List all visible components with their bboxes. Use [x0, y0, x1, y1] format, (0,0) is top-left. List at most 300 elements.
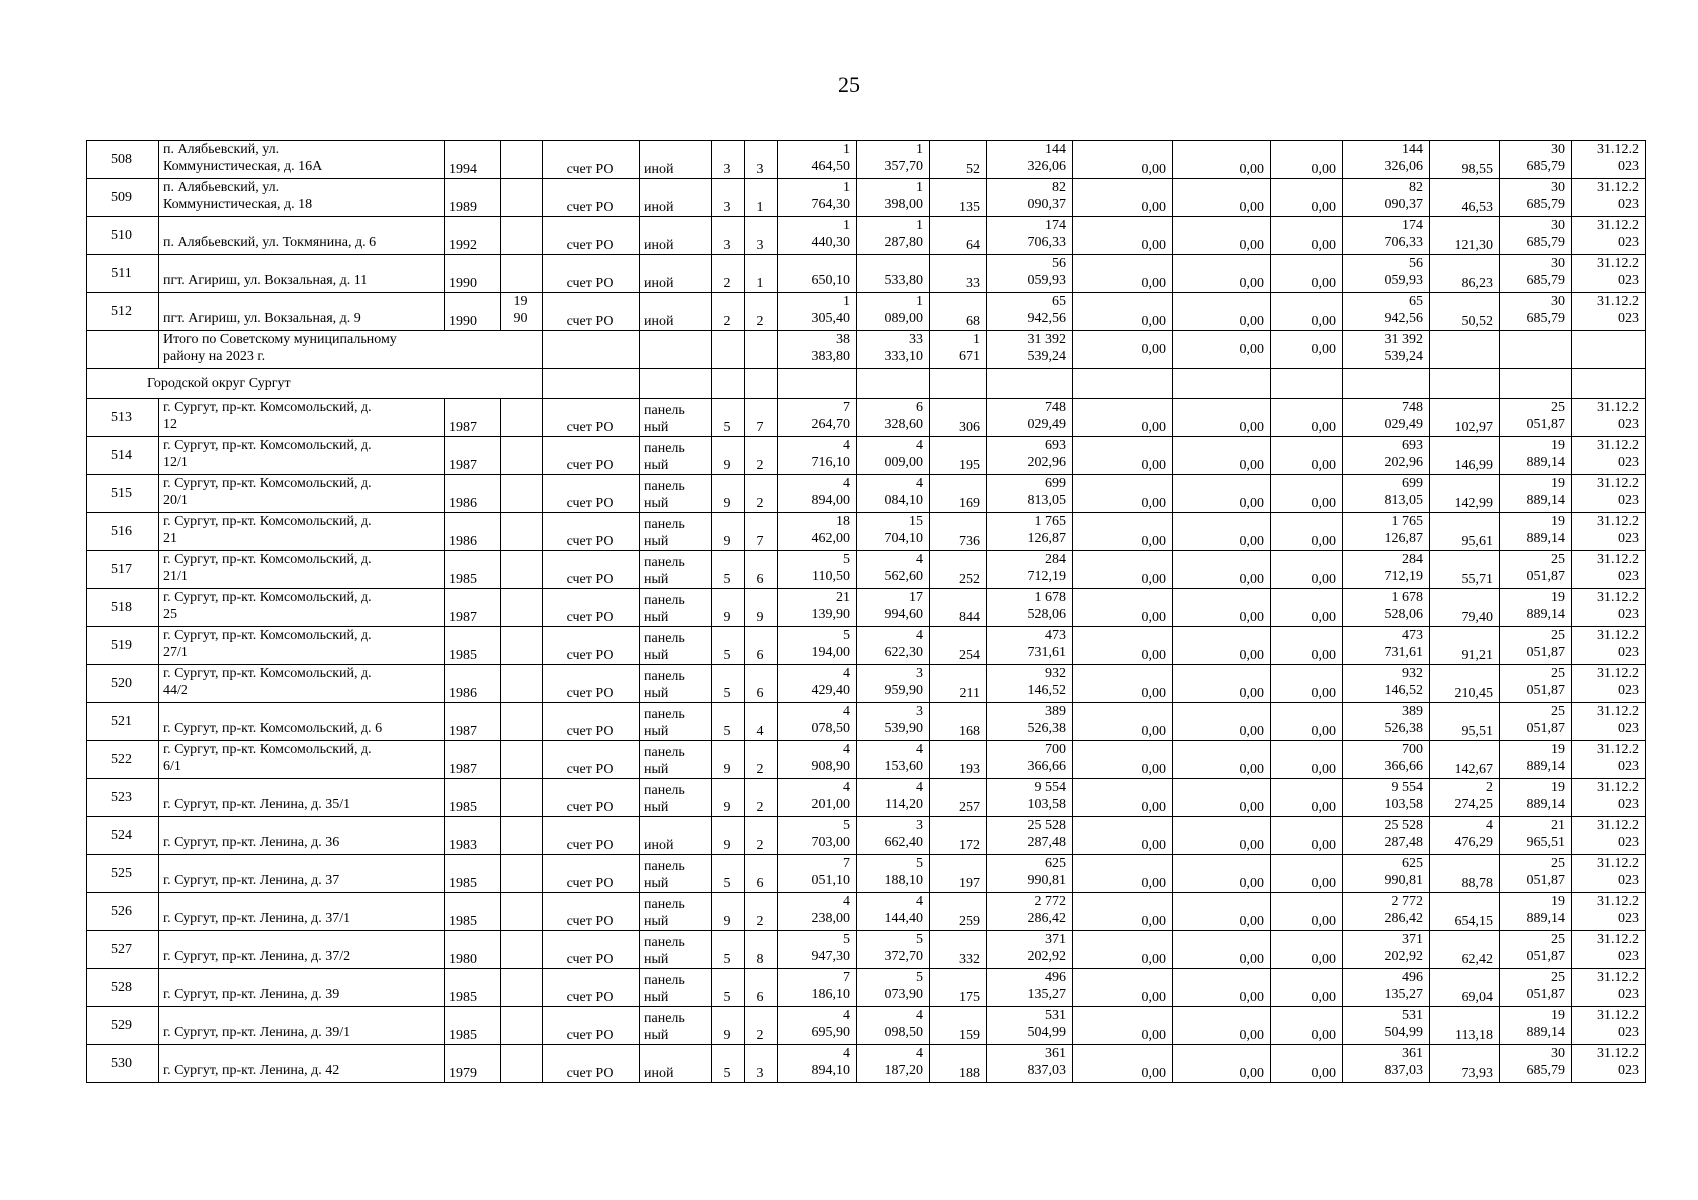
entrances-cell: 6: [745, 969, 778, 1007]
living-area-cell: 4 153,60: [857, 741, 930, 779]
total-area-cell: 4 716,10: [778, 437, 857, 475]
year-extra-cell: [501, 217, 543, 255]
year-extra-cell: [501, 141, 543, 179]
completion-date-cell: 31.12.2 023: [1572, 703, 1646, 741]
fund-cost-cell: 284 712,19: [1343, 551, 1430, 589]
total-area-cell: 5 194,00: [778, 627, 857, 665]
table-row: [87, 893, 1646, 931]
address-cell: г. Сургут, пр-кт. Ленина, д. 36: [159, 817, 445, 855]
year-cell: 1985: [445, 969, 501, 1007]
address-cell: г. Сургут, пр-кт. Ленина, д. 37/1: [159, 893, 445, 931]
empty-cell: [1572, 331, 1646, 369]
completion-date-cell: 31.12.2 023: [1572, 217, 1646, 255]
total-cost-cell: 9 554 103,58: [987, 779, 1073, 817]
funding-2-cell: 0,00: [1173, 703, 1271, 741]
total-area-cell: 7 051,10: [778, 855, 857, 893]
funding-3-cell: 0,00: [1271, 475, 1343, 513]
funding-source-cell: счет РО: [543, 179, 640, 217]
entrances-cell: 2: [745, 817, 778, 855]
empty-cell: [712, 331, 745, 369]
row-number-cell: 512: [87, 293, 159, 331]
fund-cost-cell: 389 526,38: [1343, 703, 1430, 741]
funding-source-cell: счет РО: [543, 931, 640, 969]
total-area-cell: 4 894,00: [778, 475, 857, 513]
cost-limit-cell: 19 889,14: [1500, 893, 1572, 931]
funding-1-cell: 0,00: [1073, 969, 1173, 1007]
empty-cell: [87, 331, 159, 369]
floors-cell: 5: [712, 1045, 745, 1083]
address-cell: г. Сургут, пр-кт. Ленина, д. 37: [159, 855, 445, 893]
living-area-cell: 533,80: [857, 255, 930, 293]
residents-cell: 844: [930, 589, 987, 627]
residents-cell: 64: [930, 217, 987, 255]
entrances-cell: 7: [745, 513, 778, 551]
cost-limit-cell: 25 051,87: [1500, 969, 1572, 1007]
floors-cell: 5: [712, 399, 745, 437]
district-name: Городской округ Сургут: [87, 369, 543, 399]
fund-cost-cell: 531 504,99: [1343, 1007, 1430, 1045]
cost-per-m2-cell: 113,18: [1430, 1007, 1500, 1045]
funding-1-cell: 0,00: [1073, 141, 1173, 179]
residents-cell: 172: [930, 817, 987, 855]
floors-cell: 5: [712, 665, 745, 703]
total-cost-cell: 65 942,56: [987, 293, 1073, 331]
residents-cell: 257: [930, 779, 987, 817]
cost-limit-cell: 25 051,87: [1500, 399, 1572, 437]
cost-per-m2-cell: 102,97: [1430, 399, 1500, 437]
cost-per-m2-cell: 146,99: [1430, 437, 1500, 475]
funding-2-cell: 0,00: [1173, 931, 1271, 969]
funding-2-cell: 0,00: [1173, 255, 1271, 293]
residents-cell: 188: [930, 1045, 987, 1083]
funding-1-cell: 0,00: [1073, 255, 1173, 293]
total-cost-cell: 473 731,61: [987, 627, 1073, 665]
total-area-cell: 5 110,50: [778, 551, 857, 589]
table-row: [87, 399, 1646, 437]
cost-limit-cell: 25 051,87: [1500, 931, 1572, 969]
entrances-cell: 2: [745, 437, 778, 475]
empty-cell: [1572, 369, 1646, 399]
wall-material-cell: панель ный: [640, 893, 712, 931]
floors-cell: 5: [712, 703, 745, 741]
funding-1-cell: 0,00: [1073, 817, 1173, 855]
year-cell: 1983: [445, 817, 501, 855]
address-cell: г. Сургут, пр-кт. Комсомольский, д. 20/1: [159, 475, 445, 513]
row-number-cell: 514: [87, 437, 159, 475]
wall-material-cell: иной: [640, 817, 712, 855]
funding-3-cell: 0,00: [1271, 141, 1343, 179]
row-number-cell: 521: [87, 703, 159, 741]
residents-cell: 193: [930, 741, 987, 779]
table-row: [87, 293, 1646, 331]
cost-limit-cell: 19 889,14: [1500, 437, 1572, 475]
funding-2-cell: 0,00: [1173, 855, 1271, 893]
total-area-cell: 18 462,00: [778, 513, 857, 551]
empty-cell: [1343, 369, 1430, 399]
subtotal-funding-1: 0,00: [1073, 331, 1173, 369]
funding-source-cell: счет РО: [543, 1045, 640, 1083]
funding-3-cell: 0,00: [1271, 589, 1343, 627]
year-extra-cell: [501, 741, 543, 779]
year-extra-cell: [501, 931, 543, 969]
funding-2-cell: 0,00: [1173, 399, 1271, 437]
fund-cost-cell: 496 135,27: [1343, 969, 1430, 1007]
subtotal-total-area: 38 383,80: [778, 331, 857, 369]
cost-limit-cell: 30 685,79: [1500, 179, 1572, 217]
total-cost-cell: 1 678 528,06: [987, 589, 1073, 627]
wall-material-cell: панель ный: [640, 437, 712, 475]
year-extra-cell: [501, 665, 543, 703]
empty-cell: [1430, 331, 1500, 369]
funding-1-cell: 0,00: [1073, 513, 1173, 551]
row-number-cell: 526: [87, 893, 159, 931]
funding-1-cell: 0,00: [1073, 589, 1173, 627]
row-number-cell: 528: [87, 969, 159, 1007]
cost-per-m2-cell: 69,04: [1430, 969, 1500, 1007]
row-number-cell: 510: [87, 217, 159, 255]
fund-cost-cell: 700 366,66: [1343, 741, 1430, 779]
living-area-cell: 3 662,40: [857, 817, 930, 855]
cost-per-m2-cell: 91,21: [1430, 627, 1500, 665]
residents-cell: 332: [930, 931, 987, 969]
year-extra-cell: 19 90: [501, 293, 543, 331]
address-cell: г. Сургут, пр-кт. Ленина, д. 39/1: [159, 1007, 445, 1045]
total-cost-cell: 284 712,19: [987, 551, 1073, 589]
year-extra-cell: [501, 399, 543, 437]
entrances-cell: 2: [745, 293, 778, 331]
living-area-cell: 15 704,10: [857, 513, 930, 551]
wall-material-cell: панель ный: [640, 779, 712, 817]
address-cell: пгт. Агириш, ул. Вокзальная, д. 9: [159, 293, 445, 331]
table-row: [87, 665, 1646, 703]
table-row: [87, 217, 1646, 255]
funding-3-cell: 0,00: [1271, 665, 1343, 703]
table-row: [87, 551, 1646, 589]
cost-per-m2-cell: 88,78: [1430, 855, 1500, 893]
row-number-cell: 513: [87, 399, 159, 437]
cost-per-m2-cell: 46,53: [1430, 179, 1500, 217]
entrances-cell: 2: [745, 893, 778, 931]
funding-2-cell: 0,00: [1173, 589, 1271, 627]
year-extra-cell: [501, 627, 543, 665]
floors-cell: 9: [712, 893, 745, 931]
funding-3-cell: 0,00: [1271, 179, 1343, 217]
completion-date-cell: 31.12.2 023: [1572, 779, 1646, 817]
funding-1-cell: 0,00: [1073, 931, 1173, 969]
funding-2-cell: 0,00: [1173, 627, 1271, 665]
total-area-cell: 4 695,90: [778, 1007, 857, 1045]
total-cost-cell: 2 772 286,42: [987, 893, 1073, 931]
funding-3-cell: 0,00: [1271, 437, 1343, 475]
funding-2-cell: 0,00: [1173, 1045, 1271, 1083]
completion-date-cell: 31.12.2 023: [1572, 855, 1646, 893]
total-cost-cell: 371 202,92: [987, 931, 1073, 969]
address-cell: г. Сургут, пр-кт. Комсомольский, д. 12/1: [159, 437, 445, 475]
funding-source-cell: счет РО: [543, 475, 640, 513]
table-row: [87, 969, 1646, 1007]
row-number-cell: 530: [87, 1045, 159, 1083]
funding-3-cell: 0,00: [1271, 817, 1343, 855]
total-area-cell: 4 429,40: [778, 665, 857, 703]
row-number-cell: 511: [87, 255, 159, 293]
empty-cell: [1073, 369, 1173, 399]
fund-cost-cell: 2 772 286,42: [1343, 893, 1430, 931]
funding-source-cell: счет РО: [543, 969, 640, 1007]
registry-table: [86, 140, 1646, 1083]
completion-date-cell: 31.12.2 023: [1572, 931, 1646, 969]
funding-2-cell: 0,00: [1173, 475, 1271, 513]
funding-source-cell: счет РО: [543, 855, 640, 893]
entrances-cell: 4: [745, 703, 778, 741]
floors-cell: 3: [712, 217, 745, 255]
funding-2-cell: 0,00: [1173, 817, 1271, 855]
empty-cell: [640, 331, 712, 369]
fund-cost-cell: 56 059,93: [1343, 255, 1430, 293]
funding-3-cell: 0,00: [1271, 855, 1343, 893]
floors-cell: 2: [712, 255, 745, 293]
address-cell: г. Сургут, пр-кт. Ленина, д. 35/1: [159, 779, 445, 817]
address-cell: г. Сургут, пр-кт. Комсомольский, д. 25: [159, 589, 445, 627]
cost-per-m2-cell: 98,55: [1430, 141, 1500, 179]
total-cost-cell: 174 706,33: [987, 217, 1073, 255]
cost-limit-cell: 19 889,14: [1500, 1007, 1572, 1045]
living-area-cell: 1 287,80: [857, 217, 930, 255]
floors-cell: 3: [712, 179, 745, 217]
total-area-cell: 4 201,00: [778, 779, 857, 817]
cost-per-m2-cell: 210,45: [1430, 665, 1500, 703]
fund-cost-cell: 1 765 126,87: [1343, 513, 1430, 551]
funding-source-cell: счет РО: [543, 665, 640, 703]
funding-3-cell: 0,00: [1271, 779, 1343, 817]
funding-2-cell: 0,00: [1173, 779, 1271, 817]
fund-cost-cell: 625 990,81: [1343, 855, 1430, 893]
fund-cost-cell: 1 678 528,06: [1343, 589, 1430, 627]
total-cost-cell: 932 146,52: [987, 665, 1073, 703]
entrances-cell: 6: [745, 627, 778, 665]
funding-source-cell: счет РО: [543, 817, 640, 855]
wall-material-cell: панель ный: [640, 741, 712, 779]
funding-1-cell: 0,00: [1073, 703, 1173, 741]
completion-date-cell: 31.12.2 023: [1572, 475, 1646, 513]
wall-material-cell: иной: [640, 179, 712, 217]
cost-limit-cell: 19 889,14: [1500, 475, 1572, 513]
entrances-cell: 2: [745, 779, 778, 817]
year-cell: 1985: [445, 855, 501, 893]
funding-2-cell: 0,00: [1173, 741, 1271, 779]
year-extra-cell: [501, 475, 543, 513]
living-area-cell: 1 357,70: [857, 141, 930, 179]
address-cell: п. Алябьевский, ул. Коммунистическая, д. 16А: [159, 141, 445, 179]
address-cell: г. Сургут, пр-кт. Комсомольский, д. 44/2: [159, 665, 445, 703]
fund-cost-cell: 25 528 287,48: [1343, 817, 1430, 855]
total-area-cell: 5 947,30: [778, 931, 857, 969]
floors-cell: 5: [712, 627, 745, 665]
cost-per-m2-cell: 86,23: [1430, 255, 1500, 293]
completion-date-cell: 31.12.2 023: [1572, 589, 1646, 627]
fund-cost-cell: 361 837,03: [1343, 1045, 1430, 1083]
floors-cell: 9: [712, 817, 745, 855]
empty-cell: [857, 369, 930, 399]
wall-material-cell: панель ный: [640, 475, 712, 513]
funding-source-cell: счет РО: [543, 741, 640, 779]
table-row: [87, 817, 1646, 855]
table-row: [87, 179, 1646, 217]
fund-cost-cell: 748 029,49: [1343, 399, 1430, 437]
residents-cell: 168: [930, 703, 987, 741]
fund-cost-cell: 82 090,37: [1343, 179, 1430, 217]
cost-per-m2-cell: 654,15: [1430, 893, 1500, 931]
row-number-cell: 516: [87, 513, 159, 551]
address-cell: г. Сургут, пр-кт. Комсомольский, д. 27/1: [159, 627, 445, 665]
funding-2-cell: 0,00: [1173, 179, 1271, 217]
table-row: [87, 703, 1646, 741]
year-cell: 1987: [445, 741, 501, 779]
funding-source-cell: счет РО: [543, 703, 640, 741]
funding-3-cell: 0,00: [1271, 627, 1343, 665]
funding-2-cell: 0,00: [1173, 893, 1271, 931]
funding-1-cell: 0,00: [1073, 475, 1173, 513]
fund-cost-cell: 9 554 103,58: [1343, 779, 1430, 817]
fund-cost-cell: 144 326,06: [1343, 141, 1430, 179]
cost-per-m2-cell: 142,67: [1430, 741, 1500, 779]
entrances-cell: 2: [745, 741, 778, 779]
subtotal-total-cost: 31 392 539,24: [987, 331, 1073, 369]
total-cost-cell: 56 059,93: [987, 255, 1073, 293]
funding-1-cell: 0,00: [1073, 437, 1173, 475]
table-row: [87, 513, 1646, 551]
table-row: [87, 589, 1646, 627]
total-area-cell: 650,10: [778, 255, 857, 293]
floors-cell: 3: [712, 141, 745, 179]
wall-material-cell: панель ный: [640, 551, 712, 589]
entrances-cell: 2: [745, 475, 778, 513]
fund-cost-cell: 65 942,56: [1343, 293, 1430, 331]
wall-material-cell: иной: [640, 141, 712, 179]
empty-cell: [745, 331, 778, 369]
year-extra-cell: [501, 437, 543, 475]
row-number-cell: 520: [87, 665, 159, 703]
funding-2-cell: 0,00: [1173, 293, 1271, 331]
wall-material-cell: иной: [640, 293, 712, 331]
living-area-cell: 5 372,70: [857, 931, 930, 969]
empty-cell: [745, 369, 778, 399]
completion-date-cell: 31.12.2 023: [1572, 627, 1646, 665]
living-area-cell: 3 959,90: [857, 665, 930, 703]
living-area-cell: 4 144,40: [857, 893, 930, 931]
total-cost-cell: 699 813,05: [987, 475, 1073, 513]
fund-cost-cell: 699 813,05: [1343, 475, 1430, 513]
table-row: [87, 437, 1646, 475]
entrances-cell: 3: [745, 1045, 778, 1083]
living-area-cell: 4 009,00: [857, 437, 930, 475]
total-area-cell: 1 764,30: [778, 179, 857, 217]
registry-table-body: [87, 141, 1646, 1083]
funding-2-cell: 0,00: [1173, 665, 1271, 703]
funding-source-cell: счет РО: [543, 779, 640, 817]
address-cell: г. Сургут, пр-кт. Ленина, д. 37/2: [159, 931, 445, 969]
row-number-cell: 518: [87, 589, 159, 627]
cost-limit-cell: 21 965,51: [1500, 817, 1572, 855]
total-cost-cell: 700 366,66: [987, 741, 1073, 779]
total-cost-cell: 361 837,03: [987, 1045, 1073, 1083]
address-cell: г. Сургут, пр-кт. Комсомольский, д. 21/1: [159, 551, 445, 589]
completion-date-cell: 31.12.2 023: [1572, 437, 1646, 475]
living-area-cell: 6 328,60: [857, 399, 930, 437]
residents-cell: 197: [930, 855, 987, 893]
cost-limit-cell: 19 889,14: [1500, 589, 1572, 627]
wall-material-cell: панель ный: [640, 665, 712, 703]
floors-cell: 5: [712, 969, 745, 1007]
cost-per-m2-cell: 73,93: [1430, 1045, 1500, 1083]
cost-limit-cell: 30 685,79: [1500, 255, 1572, 293]
cost-per-m2-cell: 55,71: [1430, 551, 1500, 589]
completion-date-cell: 31.12.2 023: [1572, 513, 1646, 551]
address-cell: г. Сургут, пр-кт. Комсомольский, д. 21: [159, 513, 445, 551]
entrances-cell: 6: [745, 551, 778, 589]
total-cost-cell: 25 528 287,48: [987, 817, 1073, 855]
cost-per-m2-cell: 95,51: [1430, 703, 1500, 741]
funding-1-cell: 0,00: [1073, 855, 1173, 893]
entrances-cell: 6: [745, 665, 778, 703]
wall-material-cell: панель ный: [640, 931, 712, 969]
funding-1-cell: 0,00: [1073, 1045, 1173, 1083]
funding-3-cell: 0,00: [1271, 399, 1343, 437]
cost-limit-cell: 25 051,87: [1500, 665, 1572, 703]
cost-per-m2-cell: 95,61: [1430, 513, 1500, 551]
floors-cell: 5: [712, 551, 745, 589]
cost-limit-cell: 30 685,79: [1500, 1045, 1572, 1083]
funding-3-cell: 0,00: [1271, 217, 1343, 255]
fund-cost-cell: 473 731,61: [1343, 627, 1430, 665]
funding-source-cell: счет РО: [543, 627, 640, 665]
empty-cell: [987, 369, 1073, 399]
total-cost-cell: 144 326,06: [987, 141, 1073, 179]
subtotal-row: [87, 331, 1646, 369]
cost-per-m2-cell: 142,99: [1430, 475, 1500, 513]
funding-1-cell: 0,00: [1073, 217, 1173, 255]
cost-limit-cell: 25 051,87: [1500, 551, 1572, 589]
cost-limit-cell: 30 685,79: [1500, 293, 1572, 331]
total-area-cell: 7 264,70: [778, 399, 857, 437]
total-area-cell: 4 238,00: [778, 893, 857, 931]
entrances-cell: 3: [745, 141, 778, 179]
funding-1-cell: 0,00: [1073, 741, 1173, 779]
funding-source-cell: счет РО: [543, 255, 640, 293]
entrances-cell: 7: [745, 399, 778, 437]
address-cell: г. Сургут, пр-кт. Комсомольский, д. 6: [159, 703, 445, 741]
completion-date-cell: 31.12.2 023: [1572, 893, 1646, 931]
funding-1-cell: 0,00: [1073, 293, 1173, 331]
year-extra-cell: [501, 551, 543, 589]
fund-cost-cell: 174 706,33: [1343, 217, 1430, 255]
entrances-cell: 6: [745, 855, 778, 893]
wall-material-cell: иной: [640, 255, 712, 293]
completion-date-cell: 31.12.2 023: [1572, 255, 1646, 293]
year-extra-cell: [501, 893, 543, 931]
living-area-cell: 4 562,60: [857, 551, 930, 589]
address-cell: г. Сургут, пр-кт. Ленина, д. 42: [159, 1045, 445, 1083]
residents-cell: 33: [930, 255, 987, 293]
entrances-cell: 1: [745, 179, 778, 217]
funding-3-cell: 0,00: [1271, 1007, 1343, 1045]
floors-cell: 2: [712, 293, 745, 331]
row-number-cell: 523: [87, 779, 159, 817]
entrances-cell: 1: [745, 255, 778, 293]
total-cost-cell: 625 990,81: [987, 855, 1073, 893]
cost-limit-cell: 19 889,14: [1500, 741, 1572, 779]
entrances-cell: 2: [745, 1007, 778, 1045]
total-area-cell: 1 305,40: [778, 293, 857, 331]
